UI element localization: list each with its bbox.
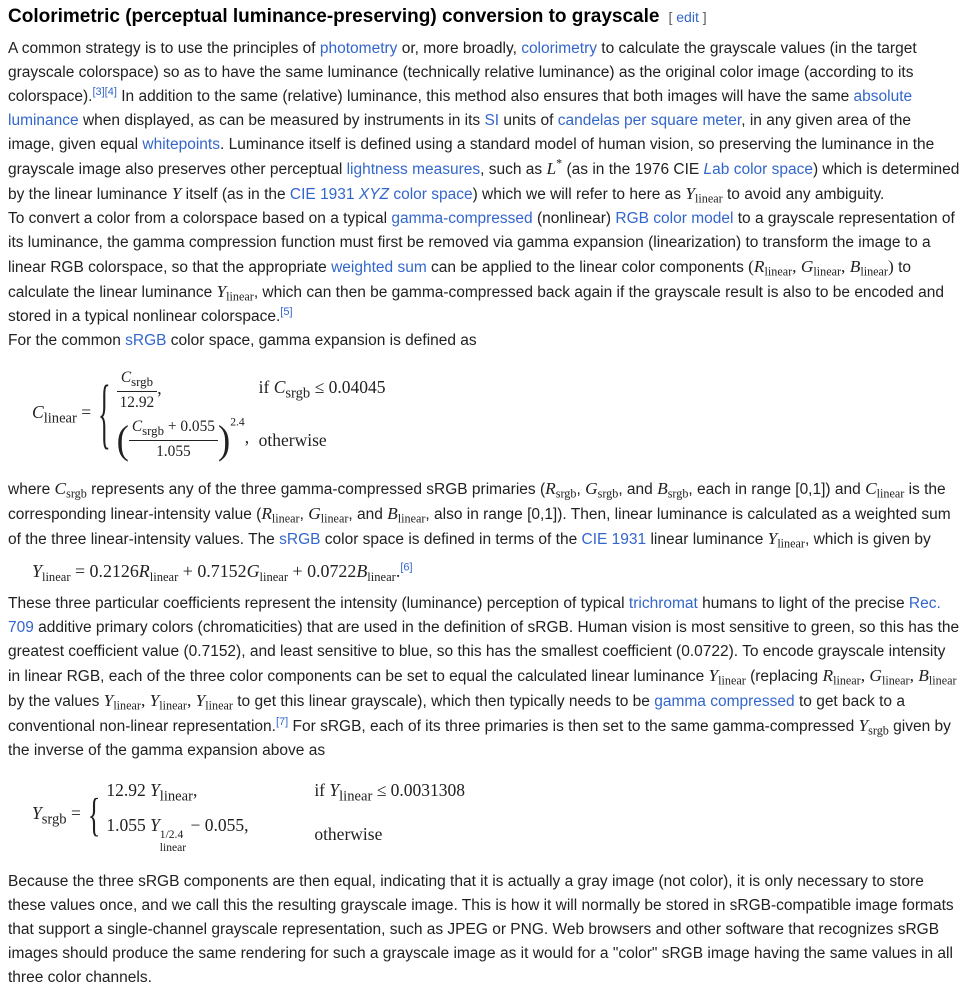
wiki-link[interactable]: lightness measures [346,161,481,178]
math-text: , [841,257,850,276]
math-variable: Y [171,184,182,203]
math-text: = 0.2126 [70,560,139,581]
wiki-link[interactable]: photometry [319,40,398,57]
math-text: otherwise [314,823,383,844]
inline-math [858,715,889,738]
formula-case-row [117,417,386,461]
wiki-link[interactable]: SI [484,112,500,129]
math-subscript: linear [113,698,141,713]
formula-cases [106,773,465,860]
math-subscript: linear [764,264,793,279]
math-text: , [157,378,162,399]
wiki-link[interactable]: absolute luminance [8,88,913,129]
inline-math [32,560,401,584]
math-variable: C [273,376,286,397]
math-text: , [909,665,919,685]
math-subscript: srgb [868,723,889,738]
math-sub-sup-stack: 1/2.4 linear [159,829,187,854]
math-subscript: linear [43,410,77,427]
inline-math [708,665,746,688]
math-subscript: srgb [285,385,311,402]
math-subscript: linear [259,569,289,584]
formula-gamma-compression [32,773,960,860]
math-variable: Y [767,528,778,548]
math-subscript: linear [928,673,957,688]
math-variable: Y [858,715,869,735]
math-variable: B [918,665,929,685]
wiki-link[interactable]: Rec. 709 [8,594,941,636]
math-text: , [140,690,150,710]
math-subscript: srgb [131,375,153,390]
italic-text: L [703,161,713,178]
math-subscript: srgb [555,486,577,501]
math-text: + 0.055 [164,418,216,436]
inline-math [387,503,426,526]
math-subscript: linear [881,673,910,688]
math-variable: Y [150,815,160,836]
math-variable: C [54,478,67,498]
math-text: ( [748,257,754,276]
math-text: if [258,376,274,397]
math-text: + 0.7152 [178,560,247,581]
inline-math [822,665,957,688]
inline-math [103,690,233,713]
math-subscript: linear [833,673,861,688]
math-subscript: linear [860,264,888,279]
inline-math [54,478,87,501]
wiki-link[interactable]: CIE 1931 XYZ color space [289,186,473,203]
math-variable: Y [708,665,719,685]
math-text: 1.055 [106,815,151,836]
math-text: , [244,427,250,448]
math-subscript: srgb [66,486,87,501]
math-variable: R [822,665,834,685]
wiki-link[interactable]: RGB color model [615,210,734,227]
math-variable: B [849,257,861,276]
paragraph-luminance-strategy: A common strategy is to use the principles of photometry or, more broadly, colorimetry to calculate the grayscale values (in the target grayscale colorspace) so as to have the same luminance (technically relative luminance) as the original color image (according to its colorspace).[3][4] In addition to the same (relative) luminance, this method also ensures that both images will have the same absolute luminance when displayed, as can be measured by instruments in its SI units of candelas per square meter, in any given area of the image, given equal whitepoints. Luminance itself is defined using a standard model of human vision, so preserving the luminance in the grayscale image also preserves other perceptual lightness measures, such as L* (as in the 1976 CIE Lab color space) which is determined by the linear luminance Y itself (as in the CIE 1931 XYZ color space) which we will refer to here as $Y_{linear}$ to avoid any ambiguity. [8,40,960,206]
math-variable: C [120,369,132,386]
reference-link[interactable]: [5] [280,305,293,318]
inline-math [748,257,894,279]
math-subscript: linear [226,289,254,304]
math-subscript: linear [695,191,723,206]
math-variable: Y [32,802,42,823]
wiki-link[interactable]: gamma-compressed [391,210,533,227]
formula-cases [117,363,386,467]
cases-brace: { [98,369,111,457]
formula-case-row [106,778,465,809]
wiki-link[interactable]: Lab color space [703,161,813,178]
math-subscript: linear [876,486,905,501]
math-text: 12.92 [119,394,155,412]
math-subscript: linear [159,788,193,805]
inline-math [216,282,254,304]
math-big-paren: ) [218,416,231,463]
math-variable: G [800,257,814,276]
math-variable: Y [150,779,160,800]
math-text: if [314,779,330,800]
formula-lhs [32,801,81,832]
inline-math [261,503,300,526]
math-text: 12.92 [106,779,151,800]
math-subscript: srgb [41,811,67,828]
math-variable: L [546,159,557,178]
formula-lhs [32,400,91,431]
paragraph-weighted-sum-definition: where $C_{srgb}$ represents any of the three gamma-compressed sRGB primaries ($R_{srgb}$, $G_{srgb}$, and $B_{srgb}$, each in range [0,1]) and $C_{linear}$ is the corresponding linear-intensity value ($R_{linear}$, $G_{linear}$, and $B_{linear}$, also in range [0,1]). Then, linear luminance is calculated as a weighted sum of the three linear-intensity values. The sRGB color space is defined in terms of the CIE 1931 linear luminance $Y_{linear}$, which is given by [8,478,951,551]
math-subscript: linear [777,536,805,551]
math-variable: B [356,560,368,581]
inline-math [685,184,723,206]
math-text: otherwise [258,429,327,450]
inline-math [865,478,905,501]
math-variable: B [657,478,668,498]
inline-math [767,528,805,551]
section-heading [8,4,960,30]
wiki-link[interactable]: candelas per square meter [557,112,742,129]
math-subscript: linear [41,569,71,584]
math-subscript: linear [271,511,300,526]
italic-text: XYZ [358,186,390,203]
math-text: = [66,802,81,823]
formula-gamma-expansion [32,363,960,467]
math-variable: R [261,503,272,523]
math-subscript: srgb [142,424,164,439]
reference-link[interactable]: [6] [400,561,413,574]
wiki-link[interactable]: whitepoints [142,136,220,153]
paragraph-srgb-intro: For the common sRGB color space, gamma expansion is defined as [8,332,477,349]
math-subscript: linear [205,698,233,713]
wiki-link[interactable]: colorimetry [521,40,597,57]
case-condition [259,428,327,452]
math-subscript: linear [367,569,396,584]
edit-section [668,9,706,25]
case-condition [259,375,386,406]
article-section [8,4,960,990]
reference-link[interactable]: [3] [92,85,105,98]
math-subscript: linear [813,264,842,279]
case-condition [314,778,465,809]
math-text: , [860,665,870,685]
math-subscript: srgb [667,486,689,501]
cases-brace: { [87,789,101,842]
edit-bracket-close: ] [698,9,707,25]
edit-link[interactable]: edit [676,9,699,25]
math-variable: Y [216,282,227,301]
math-variable: C [865,478,877,498]
inline-math [657,478,689,501]
math-variable: Y [685,184,696,203]
math-subscript: linear [339,788,373,805]
math-subscript: srgb [597,486,619,501]
math-exponent: 2.4 [230,416,245,429]
formula-case-row [117,368,386,412]
wiki-link[interactable]: sRGB [125,332,167,349]
math-text: , [186,690,196,710]
formula-case-row [106,813,465,854]
reference-link[interactable]: [4] [104,85,117,98]
reference-superscript [105,86,117,98]
math-variable: C [131,418,143,436]
math-variable: R [753,257,765,276]
math-variable: R [545,478,556,498]
math-variable: G [246,560,260,581]
math-superscript: * [556,156,563,171]
math-text: . [395,560,401,581]
math-variable: Y [32,560,42,581]
reference-superscript [92,86,104,98]
math-text: ≤ 0.04045 [310,376,386,397]
formula-linear-luminance [32,559,960,585]
math-variable: G [869,665,882,685]
inline-math [585,478,619,501]
math-variable: C [32,401,44,422]
case-expression [106,813,314,854]
math-subscript: linear [149,569,179,584]
inline-math [172,184,182,203]
case-expression [117,368,259,412]
math-text: ) [887,257,894,276]
inline-math [545,478,577,501]
paragraph-coefficients: These three particular coefficients represent the intensity (luminance) perception of typical trichromat humans to light of the precise Rec. 709 additive primary colors (chromaticities) that are used in the definition of sRGB. Human vision is most sensitive to green, so this has the greatest coefficient value (0.7152), and least sensitive to blue, so this has the smallest coefficient (0.0722). To encode grayscale intensity in linear RGB, each of the three color components can be set to equal the calculated linear luminance $Y_{linear}$ (replacing $R_{linear}$, $G_{linear}$, $B_{linear}$ by the values $Y_{linear}$, $Y_{linear}$, $Y_{linear}$ to get this linear grayscale), which then typically needs to be gamma compressed to get back to a conventional non-linear representation.[7] For sRGB, each of its three primaries is then set to the same gamma-compressed $Y_{srgb}$ given by the inverse of the gamma expansion above as [8,594,960,759]
math-subscript: linear [397,511,426,526]
paragraph-gamma-conversion: To convert a color from a colorspace based on a typical gamma-compressed (nonlinear) RGB color model to a grayscale representation of its luminance, the gamma compression function must first be removed via gamma expansion (linearization) to transform the image to a linear RGB colorspace, so that the appropriate weighted sum can be applied to the linear color components ($R_{linear}$, $G_{linear}$, $B_{linear}$) to calculate the linear luminance $Y_{linear}$, which can then be gamma-compressed back again if the grayscale result is also to be encoded and stored in a typical nonlinear colorspace.[5] [8,210,955,325]
math-text: , [192,779,198,800]
math-variable: Y [149,690,160,710]
wiki-link[interactable]: CIE 1931 [581,530,647,548]
math-text: = [76,401,92,422]
math-text: − 0.055, [186,815,249,836]
math-fraction [117,368,158,412]
reference-superscript [276,716,288,728]
case-expression [106,778,314,809]
math-variable: Y [103,690,114,710]
edit-bracket-open: [ [668,9,677,25]
math-variable: B [387,503,398,523]
math-variable: R [138,560,150,581]
math-variable: Y [195,690,206,710]
math-text: , [792,257,801,276]
reference-superscript [280,306,292,318]
math-variable: Y [329,779,340,800]
math-text: ≤ 0.0031308 [372,779,466,800]
math-fraction [129,417,218,461]
math-variable: G [585,478,598,498]
reference-superscript [400,561,412,573]
wiki-link[interactable]: sRGB [279,530,321,548]
wiki-link[interactable]: trichromat [628,594,698,612]
reference-link[interactable]: [7] [275,715,289,728]
math-variable: G [308,503,321,523]
wiki-link[interactable]: weighted sum [331,259,427,276]
math-text: + 0.0722 [288,560,357,581]
math-big-paren: ( [116,416,129,463]
math-subscript: linear [159,698,187,713]
paragraph-grayscale-storage: Because the three sRGB components are then equal, indicating that it is actually a gray image (not color), it is only necessary to store these values once, and we call this the resulting grayscale image. This is how it will normally be stored in sRGB-compatible image formats that support a single-channel grayscale representation, such as JPEG or PNG. Web browsers and other software that recognizes sRGB images should produce the same rendering for such a grayscale image as it would for a "color" sRGB image having the same values in all three color channels. [8,872,954,986]
math-text: 1.055 [156,443,191,461]
case-condition [314,822,382,846]
inline-math [308,503,349,526]
math-subscript: linear [320,511,349,526]
section-title: Colorimetric (perceptual luminance-preserving) conversion to grayscale [8,6,660,27]
case-expression [117,417,259,461]
inline-math [546,156,563,178]
wiki-link[interactable]: gamma compressed [654,692,795,710]
math-subscript: linear [718,673,746,688]
